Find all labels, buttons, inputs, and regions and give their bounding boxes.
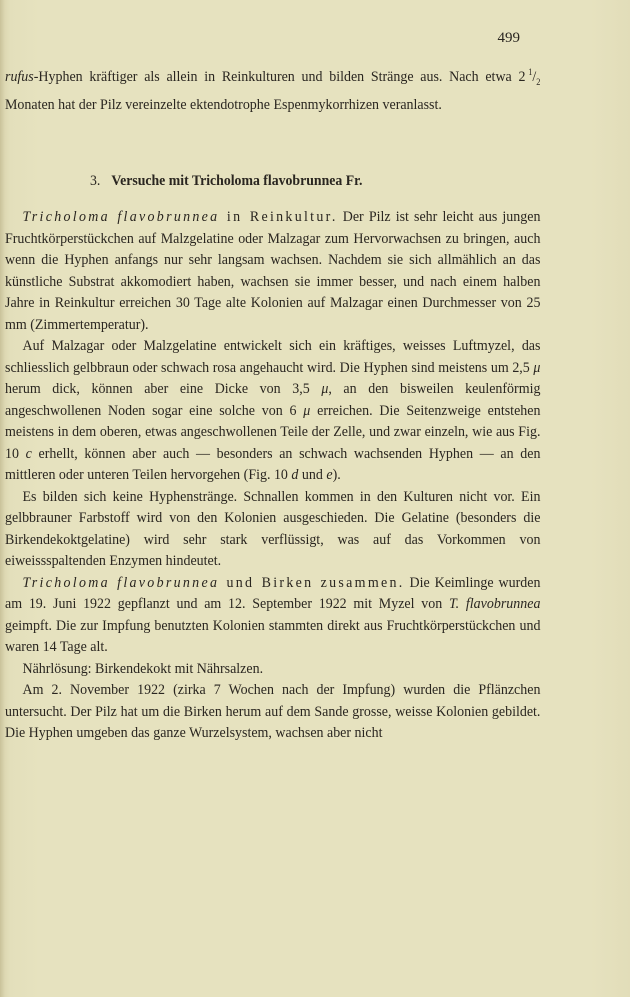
micron-symbol: μ	[533, 358, 541, 376]
paragraph-reinkultur	[5, 206, 540, 335]
intro-paragraph: rufus-Hyphen kräftiger als allein in Reinkulturen und bilden Stränge aus. Nach etwa 2 $^1/_2$ Monaten hat der Pilz vereinzelte ektendotrophe Espenmykorrhizen veranlasst.	[5, 67, 541, 113]
intro-text-a: -Hyphen kräftiger als allein in Reinkulturen und bilden Stränge aus. Nach etwa 2	[33, 68, 526, 86]
subheading-species: Tricholoma flavobrunnea	[22, 208, 220, 225]
paragraph-enzymes: Es bilden sich keine Hyphenstränge. Schnallen kommen in den Kulturen nicht vor. Ein gelbbrauner Farbstoff wird von den Kolonien ausgeschieden. Die Gelatine (besonders die Birkendekoktgelatine) wird sehr stark verflüssigt, was auf das Vorkommen von eiweissspaltenden Enzymen hindeutet.	[5, 487, 541, 569]
paragraph-naehrloesung: Nährlösung: Birkendekokt mit Nährsalzen.	[22, 659, 264, 677]
micron-symbol: μ	[321, 380, 329, 397]
text-run: erhellt, können aber auch — besonders an schwach wachsenden Hyphen — an den mittleren oder unteren Teilen hervorgehen (Fig. 10	[5, 444, 541, 483]
text-run: ).	[332, 466, 341, 483]
section-title: Versuche mit Tricholoma flavobrunnea Fr.	[111, 173, 363, 189]
text-run: Auf Malzagar oder Malzgelatine entwickelt sich ein kräftiges, weisses Luftmyzel, das schliesslich gelbbraun oder schwach rosa angehaucht wird. Die Hyphen sind meistens um 2,5	[5, 337, 541, 376]
paragraph-birken	[5, 572, 540, 658]
text-run: herum dick, können aber eine Dicke von 3,5	[5, 380, 322, 397]
section-heading	[90, 173, 362, 190]
section-number: 3.	[90, 173, 101, 189]
subheading-species: Tricholoma flavobrunnea	[22, 573, 220, 591]
figure-ref-letter: c	[25, 444, 32, 462]
paragraph-text: Der Pilz ist sehr leicht aus jungen Fruchtkörperstückchen auf Malzgelatine oder Malzagar zum Hervorwachsen zu bringen, auch wenn die Hyphen anfangs nur sehr langsam wachsen. Nachdem sie sich allmählich an das künstliche Substrat akkomodiert haben, wachsen sie immer besser, und nach einem halben Jahre in Reinkultur erreichen 30 Tage alte Kolonien auf Malzagar einen Durchmesser von 25 mm (Zimmertemperatur).	[5, 208, 541, 333]
text-run: geimpft. Die zur Impfung benutzten Kolonien stammten direkt aus Fruchtkörperstückchen und waren 14 Tage alt.	[5, 616, 541, 655]
intro-text-b: Monaten hat der Pilz vereinzelte ektendotrophe Espenmykorrhizen veranlasst.	[5, 95, 442, 113]
text-run: , an den bisweilen keulenförmig angeschwollenen Noden sogar eine solche von 6	[5, 380, 541, 419]
paragraph-results: Am 2. November 1922 (zirka 7 Wochen nach der Impfung) wurden die Pflänzchen untersucht. Der Pilz hat um die Birken herum auf dem Sande grosse, weisse Kolonien gebildet. Die Hyphen umgeben das ganze Wurzelsystem, wachsen aber nicht	[5, 681, 541, 741]
subheading-rest: in Reinkultur.	[219, 208, 338, 225]
page-number: 499	[497, 30, 520, 46]
micron-symbol: μ	[303, 401, 311, 419]
fraction-denominator: 2	[536, 77, 541, 88]
figure-ref-letter: d	[291, 466, 299, 483]
body-text	[5, 206, 540, 744]
text-run: und	[298, 466, 327, 483]
figure-ref-letter: e	[326, 466, 333, 483]
subheading-rest: und Birken zusammen.	[219, 573, 405, 591]
species-epithet: rufus	[5, 68, 34, 86]
species-name: T. flavobrunnea	[448, 595, 541, 612]
fraction-numerator: 1	[528, 67, 533, 77]
text-run: erreichen. Die Seitenzweige entstehen meistens in dem oberen, etwas angeschwollenen Teile der Zelle, und zwar einzeln, wie aus Fig. 10	[5, 401, 541, 462]
paragraph-morphology	[5, 335, 540, 486]
text-run: Die Keimlinge wurden am 19. Juni 1922 gepflanzt und am 12. September 1922 mit Myzel von	[5, 573, 541, 612]
